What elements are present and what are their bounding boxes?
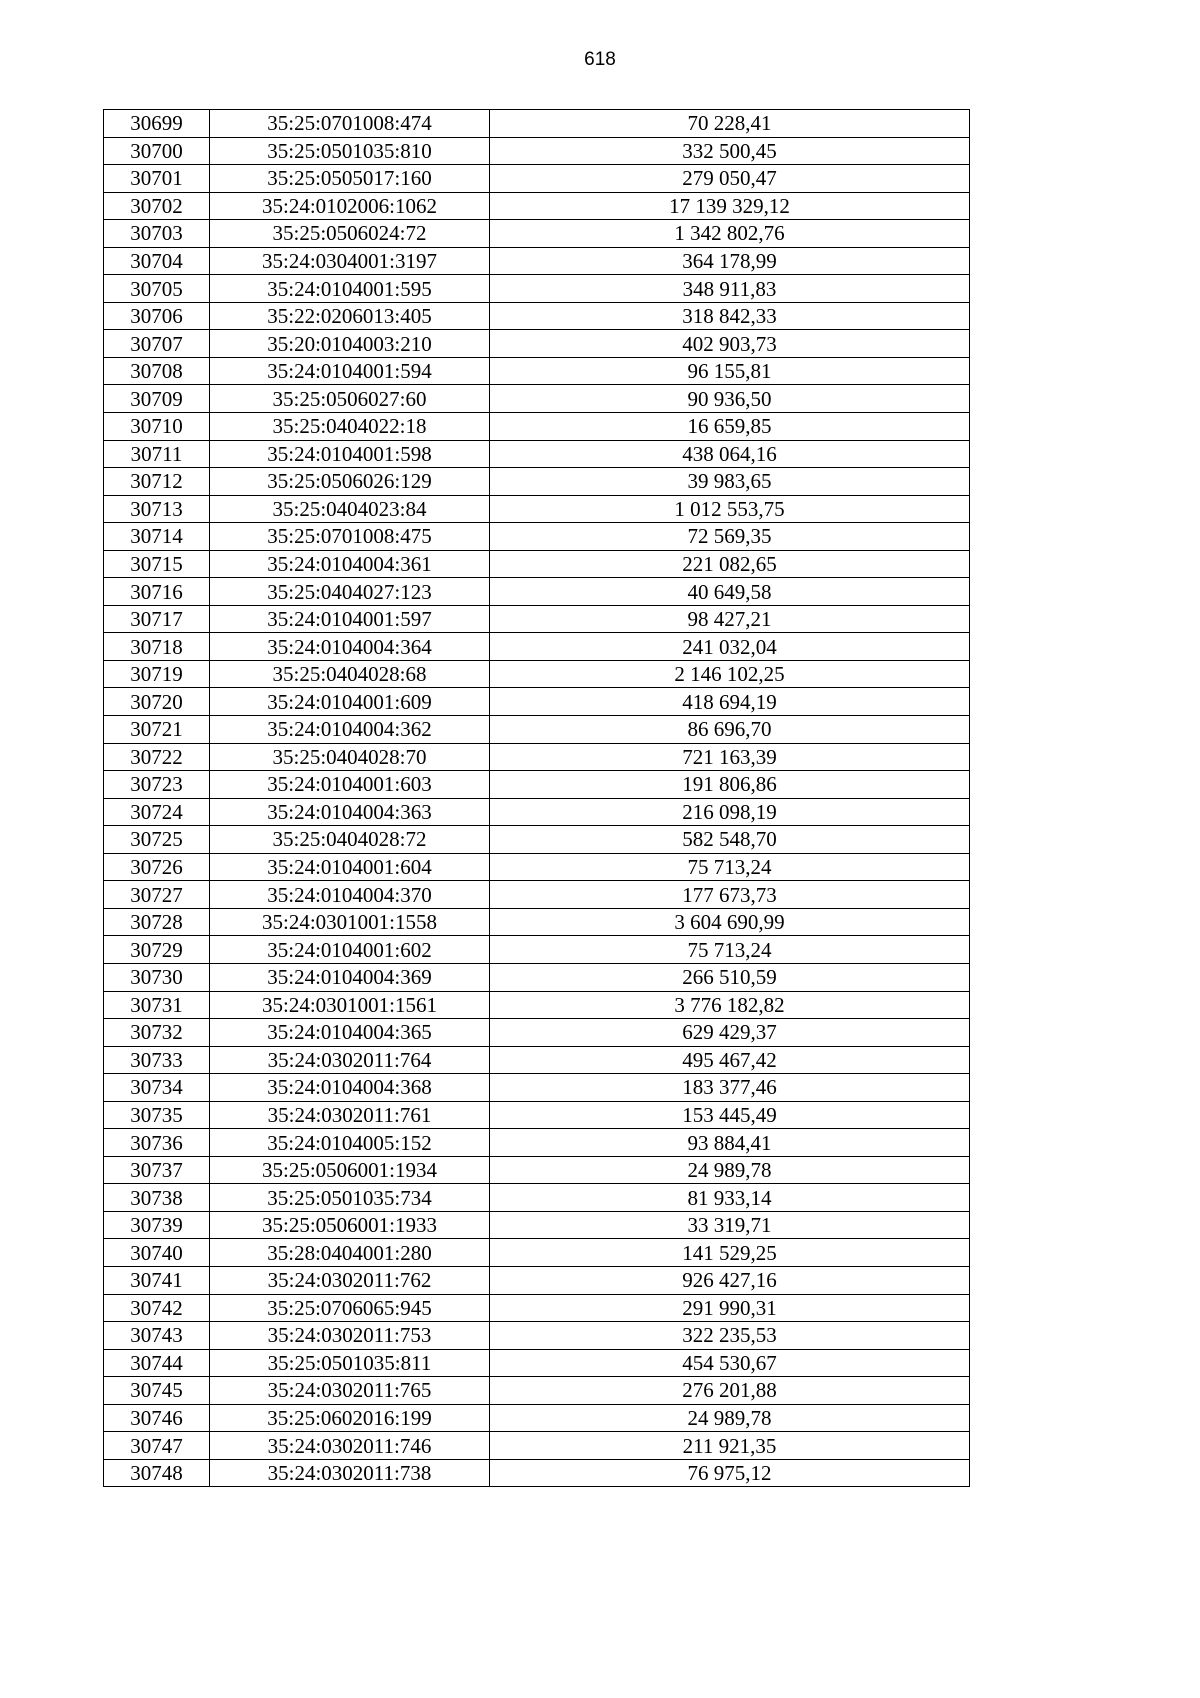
table-row	[104, 633, 970, 661]
table-row	[104, 1211, 970, 1239]
cadastral-number-cell: 35:25:0404023:84	[210, 495, 490, 523]
table-row	[104, 578, 970, 606]
cadastral-value-cell: 279 050,47	[490, 165, 970, 193]
row-number-cell: 30744	[104, 1349, 210, 1377]
cadastral-value-cell: 98 427,21	[490, 605, 970, 633]
page-number: 618	[584, 49, 616, 70]
cadastral-number-cell: 35:25:0602016:199	[210, 1404, 490, 1432]
table-row	[104, 1101, 970, 1129]
cadastral-number-cell: 35:25:0501035:811	[210, 1349, 490, 1377]
row-number-cell: 30728	[104, 908, 210, 936]
cadastral-number-cell: 35:24:0104004:362	[210, 716, 490, 744]
cadastral-number-cell: 35:25:0506024:72	[210, 220, 490, 248]
row-number-cell: 30713	[104, 495, 210, 523]
table-row	[104, 1019, 970, 1047]
row-number-cell: 30741	[104, 1266, 210, 1294]
table-row	[104, 1129, 970, 1157]
cadastral-number-cell: 35:24:0104001:602	[210, 936, 490, 964]
cadastral-value-cell: 454 530,67	[490, 1349, 970, 1377]
cadastral-number-cell: 35:24:0104001:595	[210, 275, 490, 303]
cadastral-value-cell: 3 604 690,99	[490, 908, 970, 936]
cadastral-number-cell: 35:24:0104001:598	[210, 440, 490, 468]
cadastral-value-cell: 81 933,14	[490, 1184, 970, 1212]
row-number-cell: 30722	[104, 743, 210, 771]
cadastral-value-cell: 2 146 102,25	[490, 660, 970, 688]
row-number-cell: 30714	[104, 523, 210, 551]
table-row	[104, 302, 970, 330]
cadastral-value-cell: 276 201,88	[490, 1377, 970, 1405]
cadastral-value-cell: 75 713,24	[490, 936, 970, 964]
row-number-cell: 30700	[104, 137, 210, 165]
row-number-cell: 30735	[104, 1101, 210, 1129]
table-row	[104, 688, 970, 716]
cadastral-value-cell: 495 467,42	[490, 1046, 970, 1074]
cadastral-value-cell: 438 064,16	[490, 440, 970, 468]
row-number-cell: 30729	[104, 936, 210, 964]
table-row	[104, 743, 970, 771]
table-row	[104, 275, 970, 303]
cadastral-value-cell: 3 776 182,82	[490, 991, 970, 1019]
cadastral-value-cell: 75 713,24	[490, 853, 970, 881]
row-number-cell: 30715	[104, 550, 210, 578]
cadastral-number-cell: 35:24:0304001:3197	[210, 247, 490, 275]
cadastral-number-cell: 35:24:0104005:152	[210, 1129, 490, 1157]
row-number-cell: 30717	[104, 605, 210, 633]
table-row	[104, 192, 970, 220]
cadastral-value-cell: 418 694,19	[490, 688, 970, 716]
row-number-cell: 30742	[104, 1294, 210, 1322]
table-row	[104, 1432, 970, 1460]
row-number-cell: 30720	[104, 688, 210, 716]
table-row	[104, 1459, 970, 1487]
cadastral-value-cell: 96 155,81	[490, 357, 970, 385]
cadastral-value-cell: 364 178,99	[490, 247, 970, 275]
cadastral-value-cell: 926 427,16	[490, 1266, 970, 1294]
cadastral-number-cell: 35:24:0104001:597	[210, 605, 490, 633]
table-row	[104, 605, 970, 633]
table-row	[104, 1184, 970, 1212]
cadastral-number-cell: 35:25:0404028:70	[210, 743, 490, 771]
table-row	[104, 357, 970, 385]
table-row	[104, 110, 970, 138]
cadastral-number-cell: 35:25:0506027:60	[210, 385, 490, 413]
row-number-cell: 30703	[104, 220, 210, 248]
cadastral-number-cell: 35:24:0302011:753	[210, 1322, 490, 1350]
table-row	[104, 550, 970, 578]
cadastral-value-cell: 721 163,39	[490, 743, 970, 771]
cadastral-value-cell: 332 500,45	[490, 137, 970, 165]
table-row	[104, 1294, 970, 1322]
cadastral-value-cell: 33 319,71	[490, 1211, 970, 1239]
cadastral-number-cell: 35:24:0104004:368	[210, 1074, 490, 1102]
table-row	[104, 936, 970, 964]
row-number-cell: 30706	[104, 302, 210, 330]
table-row	[104, 220, 970, 248]
table-row	[104, 881, 970, 909]
cadastral-number-cell: 35:24:0104004:365	[210, 1019, 490, 1047]
cadastral-number-cell: 35:24:0104004:363	[210, 798, 490, 826]
row-number-cell: 30701	[104, 165, 210, 193]
cadastral-number-cell: 35:24:0302011:761	[210, 1101, 490, 1129]
cadastral-number-cell: 35:25:0506026:129	[210, 468, 490, 496]
table-row	[104, 165, 970, 193]
cadastral-number-cell: 35:24:0104004:369	[210, 963, 490, 991]
cadastral-value-cell: 24 989,78	[490, 1404, 970, 1432]
table-row	[104, 1322, 970, 1350]
row-number-cell: 30733	[104, 1046, 210, 1074]
cadastral-value-cell: 629 429,37	[490, 1019, 970, 1047]
cadastral-value-cell: 141 529,25	[490, 1239, 970, 1267]
row-number-cell: 30748	[104, 1459, 210, 1487]
table-row	[104, 1074, 970, 1102]
cadastral-number-cell: 35:24:0104001:594	[210, 357, 490, 385]
row-number-cell: 30747	[104, 1432, 210, 1460]
table-row	[104, 771, 970, 799]
table-row	[104, 963, 970, 991]
row-number-cell: 30738	[104, 1184, 210, 1212]
cadastral-number-cell: 35:25:0701008:475	[210, 523, 490, 551]
cadastral-number-cell: 35:24:0104004:364	[210, 633, 490, 661]
cadastral-value-cell: 322 235,53	[490, 1322, 970, 1350]
row-number-cell: 30708	[104, 357, 210, 385]
cadastral-number-cell: 35:24:0104004:361	[210, 550, 490, 578]
cadastral-value-cell: 17 139 329,12	[490, 192, 970, 220]
cadastral-value-cell: 40 649,58	[490, 578, 970, 606]
cadastral-number-cell: 35:24:0102006:1062	[210, 192, 490, 220]
cadastral-value-cell: 266 510,59	[490, 963, 970, 991]
cadastral-value-table	[103, 109, 970, 1487]
row-number-cell: 30726	[104, 853, 210, 881]
table-row	[104, 1239, 970, 1267]
cadastral-number-cell: 35:25:0505017:160	[210, 165, 490, 193]
cadastral-number-cell: 35:24:0104004:370	[210, 881, 490, 909]
cadastral-number-cell: 35:25:0501035:810	[210, 137, 490, 165]
cadastral-number-cell: 35:24:0104001:603	[210, 771, 490, 799]
cadastral-value-cell: 76 975,12	[490, 1459, 970, 1487]
row-number-cell: 30705	[104, 275, 210, 303]
row-number-cell: 30727	[104, 881, 210, 909]
table-row	[104, 660, 970, 688]
table-row	[104, 137, 970, 165]
cadastral-value-cell: 39 983,65	[490, 468, 970, 496]
cadastral-number-cell: 35:25:0501035:734	[210, 1184, 490, 1212]
cadastral-number-cell: 35:25:0706065:945	[210, 1294, 490, 1322]
table-row	[104, 1377, 970, 1405]
cadastral-value-cell: 318 842,33	[490, 302, 970, 330]
cadastral-number-cell: 35:22:0206013:405	[210, 302, 490, 330]
table-row	[104, 1404, 970, 1432]
table-row	[104, 330, 970, 358]
cadastral-value-cell: 16 659,85	[490, 413, 970, 441]
row-number-cell: 30724	[104, 798, 210, 826]
row-number-cell: 30731	[104, 991, 210, 1019]
cadastral-number-cell: 35:24:0302011:762	[210, 1266, 490, 1294]
row-number-cell: 30740	[104, 1239, 210, 1267]
cadastral-number-cell: 35:24:0301001:1558	[210, 908, 490, 936]
cadastral-number-cell: 35:24:0301001:1561	[210, 991, 490, 1019]
cadastral-number-cell: 35:25:0404028:72	[210, 826, 490, 854]
row-number-cell: 30702	[104, 192, 210, 220]
table-row	[104, 826, 970, 854]
table-row	[104, 385, 970, 413]
cadastral-value-cell: 177 673,73	[490, 881, 970, 909]
cadastral-value-cell: 221 082,65	[490, 550, 970, 578]
row-number-cell: 30707	[104, 330, 210, 358]
table-row	[104, 853, 970, 881]
table-row	[104, 1046, 970, 1074]
cadastral-number-cell: 35:25:0404028:68	[210, 660, 490, 688]
table-row	[104, 1349, 970, 1377]
cadastral-number-cell: 35:24:0302011:765	[210, 1377, 490, 1405]
cadastral-value-cell: 241 032,04	[490, 633, 970, 661]
row-number-cell: 30711	[104, 440, 210, 468]
table-row	[104, 523, 970, 551]
table-row	[104, 1156, 970, 1184]
cadastral-number-cell: 35:25:0506001:1934	[210, 1156, 490, 1184]
cadastral-value-cell: 191 806,86	[490, 771, 970, 799]
row-number-cell: 30721	[104, 716, 210, 744]
cadastral-value-cell: 72 569,35	[490, 523, 970, 551]
cadastral-value-cell: 216 098,19	[490, 798, 970, 826]
cadastral-value-cell: 93 884,41	[490, 1129, 970, 1157]
row-number-cell: 30718	[104, 633, 210, 661]
cadastral-value-cell: 86 696,70	[490, 716, 970, 744]
row-number-cell: 30712	[104, 468, 210, 496]
cadastral-value-cell: 211 921,35	[490, 1432, 970, 1460]
row-number-cell: 30736	[104, 1129, 210, 1157]
table-row	[104, 991, 970, 1019]
table-row	[104, 798, 970, 826]
cadastral-number-cell: 35:24:0302011:738	[210, 1459, 490, 1487]
cadastral-value-cell: 70 228,41	[490, 110, 970, 138]
cadastral-value-cell: 582 548,70	[490, 826, 970, 854]
table-body	[104, 110, 970, 1487]
row-number-cell: 30745	[104, 1377, 210, 1405]
table-row	[104, 716, 970, 744]
cadastral-number-cell: 35:25:0506001:1933	[210, 1211, 490, 1239]
row-number-cell: 30704	[104, 247, 210, 275]
cadastral-value-cell: 1 342 802,76	[490, 220, 970, 248]
cadastral-number-cell: 35:25:0404022:18	[210, 413, 490, 441]
row-number-cell: 30709	[104, 385, 210, 413]
row-number-cell: 30732	[104, 1019, 210, 1047]
row-number-cell: 30739	[104, 1211, 210, 1239]
table-row	[104, 1266, 970, 1294]
cadastral-number-cell: 35:25:0404027:123	[210, 578, 490, 606]
row-number-cell: 30734	[104, 1074, 210, 1102]
cadastral-value-cell: 24 989,78	[490, 1156, 970, 1184]
cadastral-value-cell: 348 911,83	[490, 275, 970, 303]
table-row	[104, 468, 970, 496]
cadastral-value-cell: 90 936,50	[490, 385, 970, 413]
cadastral-number-cell: 35:28:0404001:280	[210, 1239, 490, 1267]
table-row	[104, 440, 970, 468]
row-number-cell: 30725	[104, 826, 210, 854]
row-number-cell: 30699	[104, 110, 210, 138]
table-row	[104, 247, 970, 275]
cadastral-number-cell: 35:24:0302011:746	[210, 1432, 490, 1460]
row-number-cell: 30710	[104, 413, 210, 441]
cadastral-number-cell: 35:25:0701008:474	[210, 110, 490, 138]
cadastral-value-cell: 153 445,49	[490, 1101, 970, 1129]
cadastral-value-cell: 291 990,31	[490, 1294, 970, 1322]
row-number-cell: 30730	[104, 963, 210, 991]
cadastral-number-cell: 35:24:0104001:604	[210, 853, 490, 881]
cadastral-number-cell: 35:20:0104003:210	[210, 330, 490, 358]
cadastral-value-cell: 183 377,46	[490, 1074, 970, 1102]
cadastral-value-cell: 1 012 553,75	[490, 495, 970, 523]
table-row	[104, 495, 970, 523]
row-number-cell: 30737	[104, 1156, 210, 1184]
row-number-cell: 30743	[104, 1322, 210, 1350]
row-number-cell: 30719	[104, 660, 210, 688]
row-number-cell: 30746	[104, 1404, 210, 1432]
row-number-cell: 30723	[104, 771, 210, 799]
row-number-cell: 30716	[104, 578, 210, 606]
table-row	[104, 413, 970, 441]
cadastral-number-cell: 35:24:0302011:764	[210, 1046, 490, 1074]
table-row	[104, 908, 970, 936]
cadastral-number-cell: 35:24:0104001:609	[210, 688, 490, 716]
cadastral-value-cell: 402 903,73	[490, 330, 970, 358]
